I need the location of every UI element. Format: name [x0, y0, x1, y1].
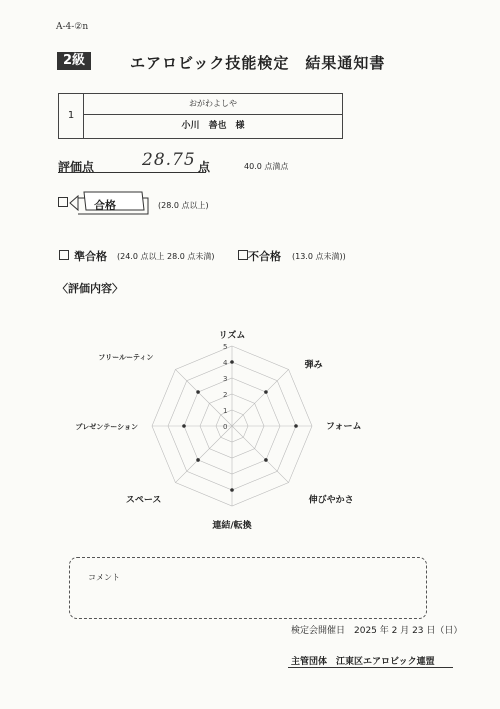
radar-axis-label: スペース [125, 495, 162, 506]
comment-label: コメント [88, 573, 120, 582]
radar-axis-label: 連結/転換 [212, 521, 252, 531]
semi-pass-label: 準合格 [74, 250, 107, 263]
full-score-note: 40.0 点満点 [244, 162, 289, 171]
radar-scale-label: 4 [223, 359, 228, 367]
radar-data-point [196, 390, 200, 394]
radar-axis-label: リズム [218, 331, 246, 341]
radar-scale-label: 5 [223, 343, 228, 351]
evaluation-heading: 〈評価内容〉 [57, 282, 123, 295]
radar-axis-label: フリールーティン [98, 353, 154, 362]
fail-checkbox [238, 250, 248, 260]
radar-data-point [264, 390, 268, 394]
score-label: 評価点 [58, 160, 95, 174]
radar-scale-label: 3 [223, 375, 228, 383]
radar-axis-label: 伸びやかさ [308, 495, 354, 506]
evaluation-radar-chart [75, 310, 410, 550]
radar-data-point [230, 360, 234, 364]
organizer-underline [288, 667, 453, 668]
candidate-name-kanji: 小川 善也 様 [181, 121, 245, 131]
pass-checkbox [58, 197, 68, 207]
pass-label: 合格 [94, 199, 116, 212]
radar-data-point [264, 458, 268, 462]
document-code: A-4-②n [56, 22, 89, 32]
semi-pass-note: (24.0 点以上 28.0 点未満) [117, 252, 215, 261]
organizer: 主管団体 江東区エアロビック連盟 [291, 657, 435, 667]
candidate-table [58, 93, 343, 139]
semi-pass-checkbox [59, 250, 69, 260]
candidate-number: 1 [59, 94, 84, 138]
radar-data-point [182, 424, 186, 428]
event-date: 検定会開催日 2025 年 2 月 23 日（日） [291, 626, 463, 636]
radar-scale-label: 1 [223, 407, 228, 415]
fail-note: (13.0 点未満)) [292, 252, 346, 261]
radar-axis-label: 弾み [304, 360, 323, 371]
document-title: エアロビック技能検定 結果通知書 [130, 54, 386, 72]
pass-note: (28.0 点以上) [158, 201, 209, 210]
score-unit: 点 [198, 160, 211, 174]
fail-label: 不合格 [248, 250, 281, 263]
score-underline [58, 172, 206, 173]
radar-data-point [230, 488, 234, 492]
radar-axis-label: フォーム [326, 422, 362, 432]
radar-axis-label: プレゼンテーション [75, 423, 138, 431]
grade-badge: 2級 [57, 52, 91, 70]
radar-scale-label: 2 [223, 391, 228, 399]
radar-scale-label: 0 [223, 423, 228, 431]
comment-box [69, 557, 427, 619]
radar-data-point [196, 458, 200, 462]
candidate-name-kana: おがわよしや [84, 94, 342, 115]
score-value: 28.75 [142, 150, 196, 170]
radar-data-point [294, 424, 298, 428]
